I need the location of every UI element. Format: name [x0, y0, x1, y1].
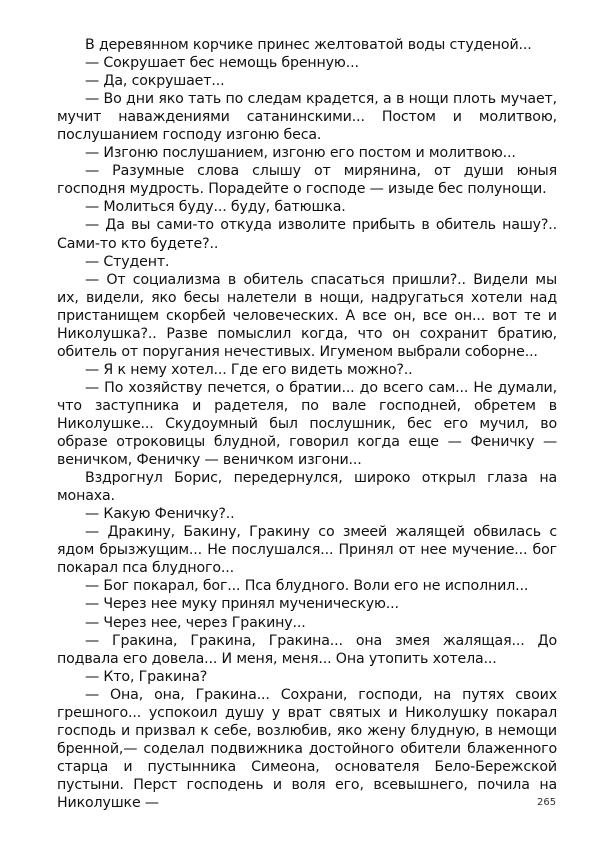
paragraph: — Разумные слова слышу от мирянина, от души юныя господня мудрость. Порадейте о господе — изыде бес полунощи. [57, 163, 557, 198]
paragraph: — Через нее муку принял мученическую... [85, 596, 399, 613]
page-number: 265 [537, 797, 557, 808]
paragraph: — Да, сокрушает... [85, 73, 225, 90]
paragraph: — Бог покарал, бог... Пса блудного. Воли его не исполнил... [85, 578, 529, 595]
paragraph: — Сокрушает бес немощь бренную... [85, 55, 359, 72]
paragraph: — Она, она, Гракина... Сохрани, господи, на путях своих грешного... успокоил душу у врат святых и Николушку покарал господь и призвал к себе, возлюбив, яко жену блудную, в немощи бренной,— соделал подвижника достойного обители блаженного старца и пустынника Симеона, основателя Бело-Бережской пустыни. Перст господень и воля его, всевышнего, почила на Николушке — [57, 686, 557, 811]
paragraph: — Через нее, через Гракину... [85, 614, 306, 631]
paragraph: — Студент. [85, 253, 170, 270]
page-text [57, 36, 557, 812]
paragraph: — Я к нему хотел... Где его видеть можно?.. [85, 361, 413, 378]
paragraph: — Какую Феничку?.. [85, 506, 235, 523]
paragraph: — Изгоню послушанием, изгоню его постом и молитвою... [85, 145, 516, 162]
paragraph: — От социализма в обитель спасаться пришли?.. Видели мы их, видели, яко бесы налетели в нощи, надругаться хотели над пристанищем скорбей человеческих. А все он, все он... вот те и Николушка?.. Разве помыслил когда, что он сохранит братию, обитель от поругания нечестивых. Игуменом выбрали соборне... [57, 271, 557, 360]
paragraph: — Кто, Гракина? [85, 668, 208, 685]
paragraph: В деревянном корчике принес желтоватой воды студеной... [85, 37, 532, 53]
paragraph: — По хозяйству печется, о братии... до всего сам... Не думали, что заступника и радетеля, по вале господней, обретем в Николушке... Скудоумный был послушник, бес его мучил, во образе отроковицы блудной, говорил когда еще — Феничку — веничком, Феничку — веничком изгони... [57, 379, 557, 469]
paragraph: Вздрогнул Борис, передернулся, широко открыл глаза на монаха. [57, 470, 557, 505]
paragraph: — Во дни яко тать по следам крадется, а в нощи плоть мучает, мучит наваждениями сатанинскими... Постом и молитвою, послушанием господу изгоню беса. [57, 91, 557, 144]
paragraph: — Молиться буду... буду, батюшка. [85, 199, 346, 216]
paragraph: — Дракину, Бакину, Гракину со змеей жалящей обвилась с ядом брызжущим... Не послушался... Принял от нее мучение... бог покарал пса блудного... [57, 524, 557, 577]
paragraph: — Гракина, Гракина, Гракина... она змея жалящая... До подвала его довела... И меня, меня... Она утопить хотела... [57, 632, 557, 667]
paragraph: — Да вы сами-то откуда изволите прибыть в обитель нашу?.. Сами-то кто будете?.. [57, 217, 557, 252]
